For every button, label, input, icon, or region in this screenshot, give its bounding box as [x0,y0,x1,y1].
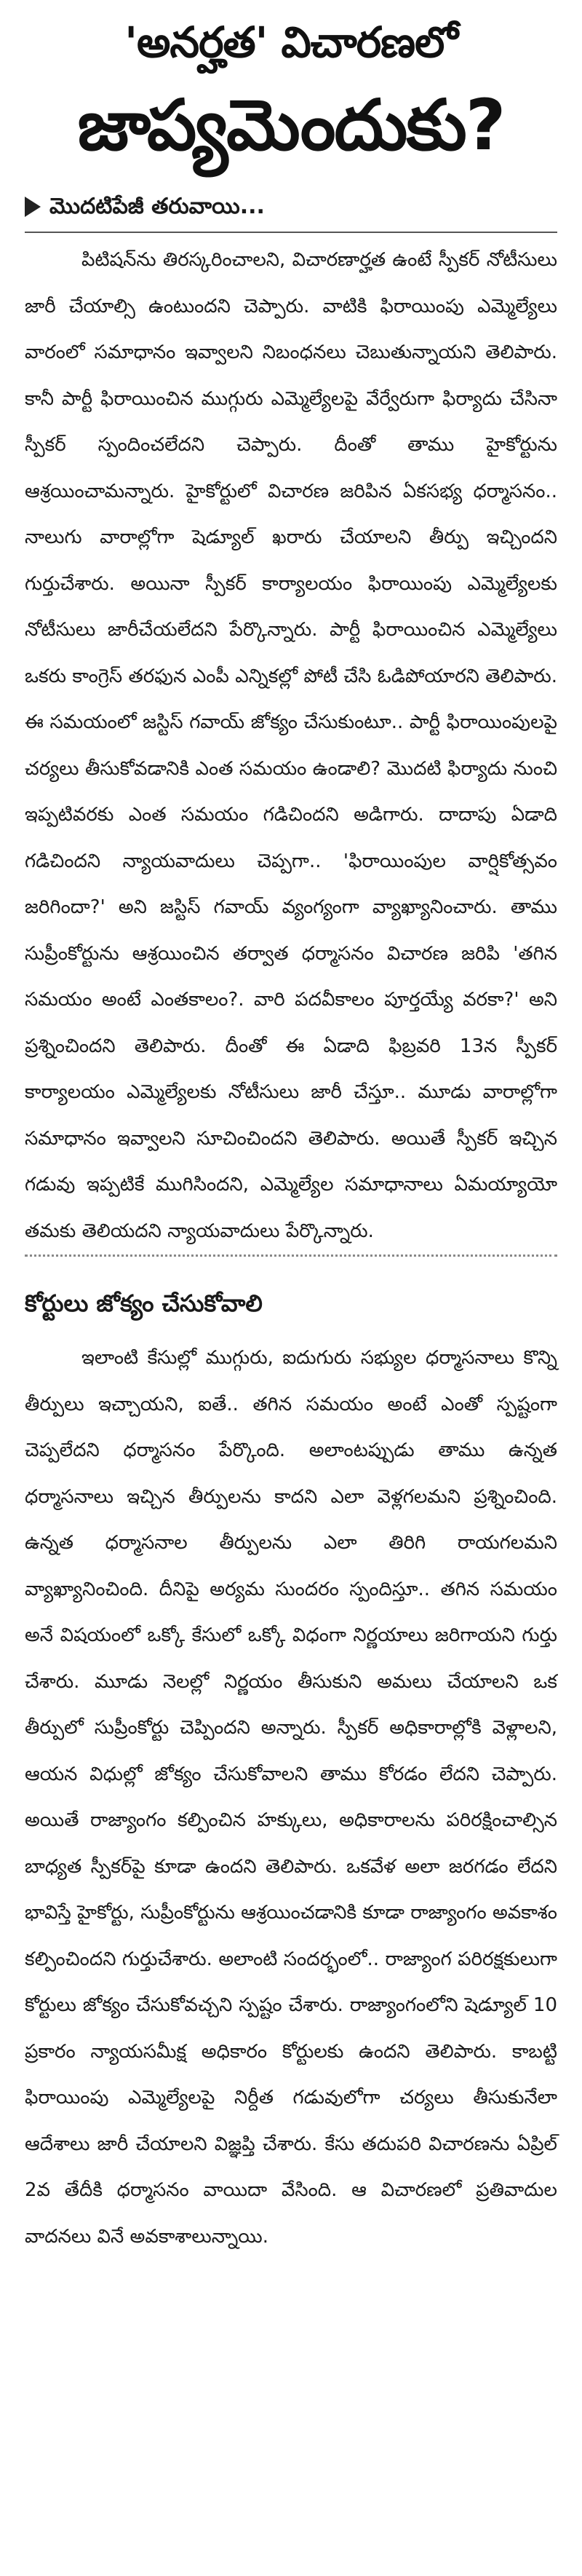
section-subhead: కోర్టులు జోక్యం చేసుకోవాలి [25,1289,263,1317]
divider [25,232,557,233]
headline [25,9,557,175]
article-paragraph: పిటిషన్‌ను తిరస్కరించాలని, విచారణార్హత ఉంటే స్పీకర్ నోటీసులు జారీ చేయాల్సి ఉంటుందని చెప్పారు. వాటికి ఫిరాయింపు ఎమ్మెల్యేలు వారంలో సమాధానం ఇవ్వాలని నిబంధనలు చెబుతున్నాయని తెలిపారు. కానీ పార్టీ ఫిరాయించిన ముగ్గురు ఎమ్మెల్యేలపై వేర్వేరుగా ఫిర్యాదు చేసినా స్పీకర్ స్పందించలేదని చెప్పారు. దీంతో తాము హైకోర్టును ఆశ్రయించామన్నారు. హైకోర్టులో విచారణ జరిపిన ఏకసభ్య ధర్మాసనం.. నాలుగు వారాల్లోగా షెడ్యూల్ ఖరారు చేయాలని తీర్పు ఇచ్చిందని గుర్తుచేశారు. అయినా స్పీకర్ కార్యాలయం ఫిరాయింపు ఎమ్మెల్యేలకు నోటీసులు జారీచేయలేదని పేర్కొన్నారు. పార్టీ ఫిరాయించిన ఎమ్మెల్యేలు ఒకరు కాంగ్రెస్ తరఫున ఎంపీ ఎన్నికల్లో పోటీ చేసి ఓడిపోయారని తెలిపారు. ఈ సమయంలో జస్టిస్ గవాయ్ జోక్యం చేసుకుంటూ.. పార్టీ ఫిరాయింపులపై చర్యలు తీసుకోవడానికి ఎంత సమయం ఉండాలి? మొదటి ఫిర్యాదు నుంచి ఇప్పటివరకు ఎంత సమయం గడిచిందని అడిగారు. దాదాపు ఏడాది గడిచిందని న్యాయవాదులు చెప్పగా.. 'ఫిరాయింపుల వార్షికోత్సవం జరిగిందా?' అని జస్టిస్ గవాయ్ వ్యంగ్యంగా వ్యాఖ్యానించారు. తాము సుప్రీంకోర్టును ఆశ్రయించిన తర్వాత ధర్మాసనం విచారణ జరిపి 'తగిన సమయం అంటే ఎంతకాలం?. వారి పదవీకాలం పూర్తయ్యే వరకా?' అని ప్రశ్నించిందని తెలిపారు. దీంతో ఈ ఏడాది ఫిబ్రవరి 13న స్పీకర్ కార్యాలయం ఎమ్మెల్యేలకు నోటీసులు జారీ చేస్తూ.. మూడు వారాల్లోగా సమాధానం ఇవ్వాలని సూచించిందని తెలిపారు. అయితే స్పీకర్ ఇచ్చిన గడువు ఇప్పటికే ముగిసిందని, ఎమ్మెల్యేల సమాధానాలు ఏమయ్యాయో తమకు తెలియదని న్యాయవాదులు పేర్కొన్నారు. [25,249,557,1242]
section-courts [25,1255,557,2260]
headline-line-1: 'అనర్హత' విచారణలో [124,17,458,67]
headline-line-2: జాప్యమెందుకు? [77,84,505,166]
section-paragraph: ఇలాంటి కేసుల్లో ముగ్గురు, ఐదుగురు సభ్యుల ధర్మాసనాలు కొన్ని తీర్పులు ఇచ్చాయని, ఐతే.. తగిన సమయం అంటే ఎంతో స్పష్టంగా చెప్పలేదని ధర్మాసనం పేర్కొంది. అలాంటప్పుడు తాము ఉన్నత ధర్మాసనాలు ఇచ్చిన తీర్పులను కాదని ఎలా వెళ్లగలమని ప్రశ్నించింది. ఉన్నత ధర్మాసనాల తీర్పులను ఎలా తిరిగి రాయగలమని వ్యాఖ్యానించింది. దీనిపై అర్యమ సుందరం స్పందిస్తూ.. తగిన సమయం అనే విషయంలో ఒక్కో కేసులో ఒక్కో విధంగా నిర్ణయాలు జరిగాయని గుర్తు చేశారు. మూడు నెలల్లో నిర్ణయం తీసుకుని అమలు చేయాలని ఒక తీర్పులో సుప్రీంకోర్టు చెప్పిందని అన్నారు. స్పీకర్ అధికారాల్లోకి వెళ్లాలని, ఆయన విధుల్లో జోక్యం చేసుకోవాలని తాము కోరడం లేదని చెప్పారు. అయితే రాజ్యాంగం కల్పించిన హక్కులు, అధికారాలను పరిరక్షించాల్సిన బాధ్యత స్పీకర్‌పై కూడా ఉందని తెలిపారు. ఒకవేళ అలా జరగడం లేదని భావిస్తే హైకోర్టు, సుప్రీంకోర్టును ఆశ్రయించడానికి కూడా రాజ్యాంగం అవకాశం కల్పించిందని గుర్తుచేశారు. అలాంటి సందర్భంలో.. రాజ్యాంగ పరిరక్షకులుగా కోర్టులు జోక్యం చేసుకోవచ్చని స్పష్టం చేశారు. రాజ్యాంగంలోని షెడ్యూల్ 10 ప్రకారం న్యాయసమీక్ష అధికారం కోర్టులకు ఉందని తెలిపారు. కాబట్టి ఫిరాయింపు ఎమ్మెల్యేలపై నిర్దీత గడువులోగా చర్యలు తీసుకునేలా ఆదేశాలు జారీ చేయాలని విజ్ఞప్తి చేశారు. కేసు తదుపరి విచారణను ఏప్రిల్ 2వ తేదీకి ధర్మాసనం వాయిదా వేసింది. ఆ విచారణలో ప్రతివాదుల వాదనలు వినే అవకాశాలున్నాయి. [25,1347,557,2248]
article-body [25,237,557,1255]
triangle-bullet-icon [25,197,41,217]
section-body [25,1335,557,2260]
continuation-marker [25,191,557,223]
continuation-label: మొదటిపేజీ తరువాయి... [49,194,265,219]
